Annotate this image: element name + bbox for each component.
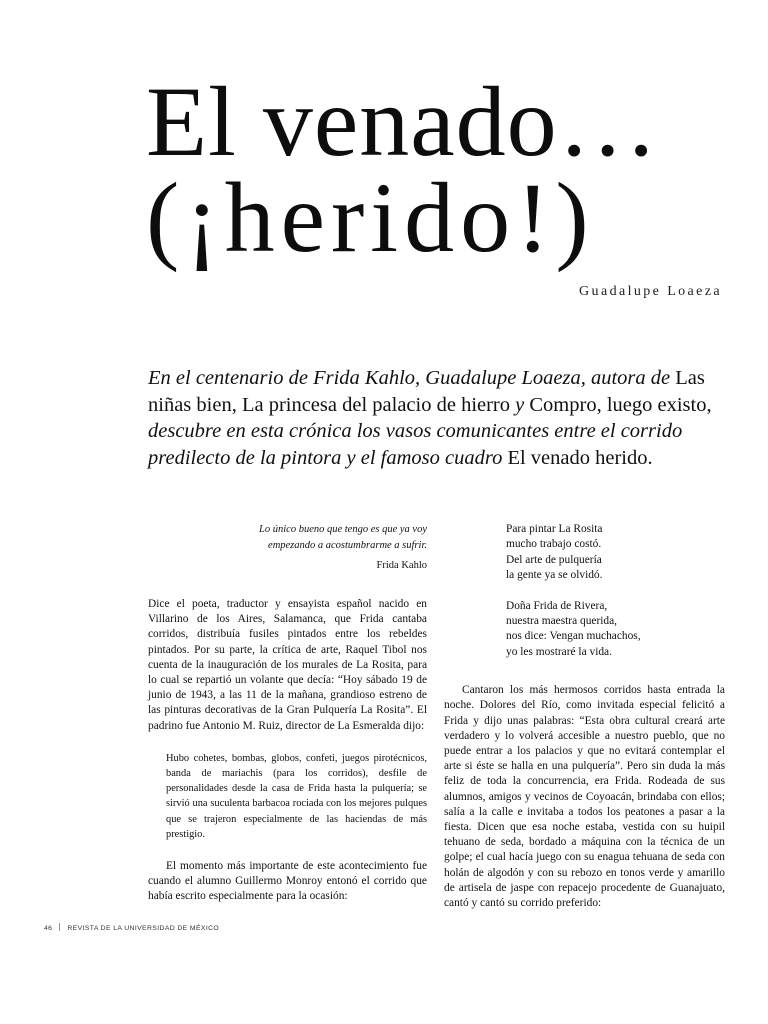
verse-line: yo les mostraré la vida. (506, 645, 612, 658)
lead-part-5: descubre en esta crónica los vasos comunicantes entre el corrido predilecto de la pintora y el famoso cuadro (148, 420, 683, 469)
lead-part-2: Las niñas bien, La princesa del palacio de hierro (148, 367, 705, 416)
page-number: 46 (44, 925, 53, 932)
page-footer (44, 923, 219, 932)
block-quote: Hubo cohetes, bombas, globos, confeti, juegos pirotécnicos, banda de mariachis (para los corridos), desfile de personalidades desde la casa de Frida hasta la pulquería; se sirvió una suculenta barbacoa rociada con los mejores pulques que se trajeron especialmente de las haciendas de más prestigio. (166, 752, 427, 840)
verse-line: la gente ya se olvidó. (506, 569, 603, 582)
article-lead (148, 365, 726, 471)
epigraph-line-2: empezando a acostumbrarme a sufrir. (268, 540, 427, 551)
verse-stanza-2 (444, 599, 725, 661)
article-author: Guadalupe Loaeza (579, 284, 722, 299)
verse-line: mucho trabajo costó. (506, 538, 602, 551)
journal-name: REVISTA DE LA UNIVERSIDAD DE MÉXICO (67, 925, 220, 932)
epigraph-author: Frida Kahlo (376, 560, 427, 571)
article-title (146, 66, 746, 273)
left-paragraph-1: Dice el poeta, traductor y ensayista español nacido en Villarino de los Aires, Salamanca, que Frida cantaba corridos, distribuía fusiles pintados entre los rebeldes pintados. Por su parte, la crítica de arte, Raquel Tibol nos cuenta de la inauguración de los murales de La Rosita, para lo cual se repartió un volante que decía: “Hoy sábado 19 de junio de 1943, a las 11 de la mañana, grandioso estreno de las pinturas decorativas de la Gran Pulquería La Rosita”. El padrino fue Antonio M. Ruiz, director de La Esmeralda dijo: (148, 598, 427, 732)
verse-line: Para pintar La Rosita (506, 523, 603, 535)
title-line-1: El venado… (146, 66, 659, 177)
verse-stanza-1 (444, 522, 725, 584)
lead-part-6: El venado herido. (507, 446, 653, 469)
title-line-2: (¡herido!) (146, 162, 595, 273)
footer-divider (59, 923, 60, 931)
verse-line: nos dice: Vengan muchachos, (506, 630, 641, 643)
epigraph-line-1: Lo único bueno que tengo es que ya voy (259, 524, 427, 535)
lead-part-4: Compro, luego existo, (529, 393, 712, 416)
verse-line: nuestra maestra querida, (506, 615, 618, 628)
left-column (148, 522, 427, 905)
verse-line: Doña Frida de Rivera, (506, 599, 608, 612)
lead-part-3: y (510, 393, 530, 416)
epigraph (148, 522, 427, 554)
left-paragraph-2: El momento más importante de este acontecimiento fue cuando el alumno Guillermo Monroy entonó el corrido que había escrito especialmente para la ocasión: (148, 860, 427, 903)
right-paragraph-1: Cantaron los más hermosos corridos hasta entrada la noche. Dolores del Río, como invitada especial felicitó a Frida y dijo unas palabras: “Esta obra cultural creará arte verdadero y lo volverá accesible a nuestro pueblo, que no puede entrar a los palacios y que no evitará contemplar el arte si éste se halla en una pulquería”. Pero sin duda la más feliz de toda la concurrencia, era Frida. Rodeada de sus alumnos, amigos y vecinos de Coyoacán, brindaba con ellos; salía a la calle e invitaba a todos los peatones a pasar a la fiesta. Dicen que esa noche estaba, vestida con su huipil tehuano de seda, bordado a máquina con la técnica de un golpe; el cual hacía juego con su enagua tehuana de seda con holán de algodón y con su rebozo en tonos verde y amarillo de artisela de jaspe con repacejo procedente de Guanajuato, cantó y cantó su corrido preferido: (444, 684, 725, 910)
lead-part-1: En el centenario de Frida Kahlo, Guadalupe Loaeza, autora de (148, 367, 676, 389)
verse-line: Del arte de pulquería (506, 553, 602, 566)
right-column (444, 522, 725, 911)
